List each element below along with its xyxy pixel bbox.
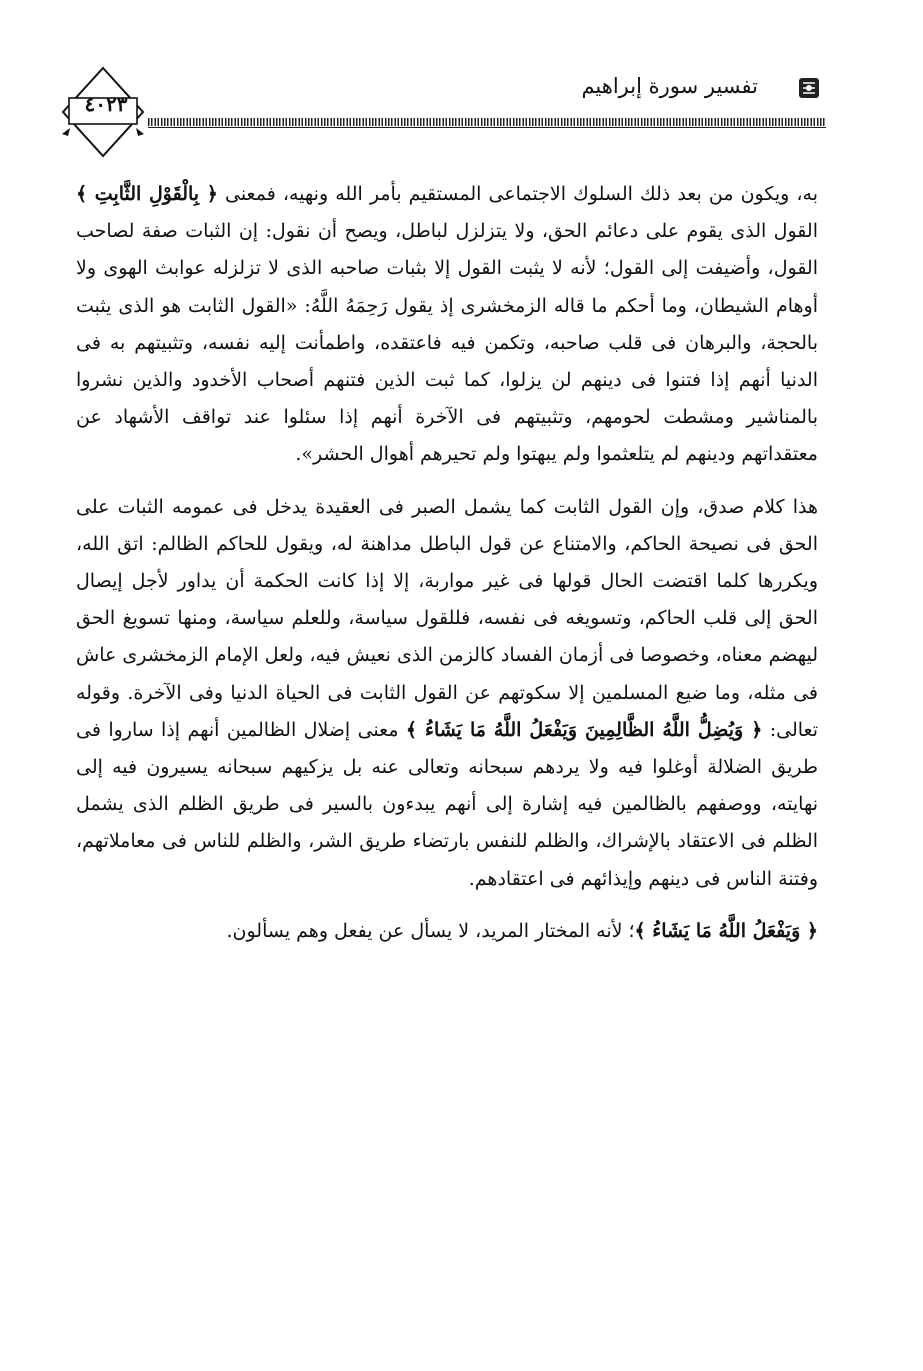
page-header [0,0,923,170]
paragraph [76,913,818,950]
running-title: تفسير سورة إبراهيم [581,74,758,98]
body-text [76,176,818,950]
header-rule [148,118,826,126]
text-run: به، ويكون من بعد ذلك السلوك الاجتماعى المستقيم بأمر الله ونهيه، فمعنى [217,183,818,205]
quran-quote: ﴿ وَيَفْعَلُ اللَّهُ مَا يَشَاءُ ﴾ [634,919,818,942]
paragraph [76,176,818,474]
paragraph [76,489,818,898]
page-number: ٤٠٢٣ [84,92,128,116]
header-rule-line [148,127,826,128]
text-run: معنى إضلال الظالمين أنهم إذا ساروا فى طريق الضلالة أوغلوا فيه ولا يردهم سبحانه وتعالى عنه بل يزكيهم سبحانه يسيرون فيه إلى نهايته، ووصفهم بالظالمين فيه إشارة إلى أنهم يبدءون بالسير فى طريق الظلم الذى يشمل الظلم فى الاعتقاد بالإشراك، والظلم للنفس بارتضاء طريق الشر، والظلم للناس فى معاملاتهم، وفتنة الناس فى دينهم وإيذائهم فى اعتقادهم. [76,718,818,890]
quran-quote: ﴿ بِالْقَوْلِ الثَّابِتِ ﴾ [76,183,218,205]
text-run: ؛ لأنه المختار المريد، لا يسأل عن يفعل وهم يسألون. [226,919,635,942]
text-run: القول الذى يقوم على دعائم الحق، ولا يتزلزل لباطل، ويصح أن نقول: إن الثبات صفة لصاحب القول، وأضيفت إلى القول؛ لأنه لا يثبت القول إلا بثبات صاحبه الذى لا تزلزله عوابث الهوى ولا أوهام الشيطان، وما أحكم ما قاله الزمخشرى إذ يقول رَحِمَهُ اللَّهُ: «القول الثابت هو الذى يثبت بالحجة، والبرهان فى قلب صاحبه، وتكمن فيه فاعتقده، واطمأنت إليه نفسه، وتثبيتهم به فى الدنيا أنهم إذا فتنوا فى دينهم لن يزلوا، كما ثبت الذين فتنهم أصحاب الأخدود والذين نشروا بالمناشير ومشطت لحومهم، وتثبيتهم فى الآخرة أنهم إذا سئلوا عند تواقف الأشهاد عن معتقداتهم ودينهم لم يتلعثموا ولم يبهتوا ولم تحيرهم أهوال الحشر». [76,220,818,466]
quran-quote: ﴿ وَيُضِلُّ اللَّهُ الظَّالِمِينَ وَيَفْعَلُ اللَّهُ مَا يَشَاءُ ﴾ [405,718,763,741]
text-run: هذا كلام صدق، وإن القول الثابت كما يشمل الصبر فى العقيدة يدخل فى عمومه الثبات على الحق فى نصيحة الحاكم، والامتناع عن قول الباطل مداهنة له، ويقول للحاكم الظالم: اتق الله، ويكررها كلما اقتضت الحال قولها فى غير مواربة، إلا إذا كانت الحكمة أن يداور لأجل إيصال الحق إلى قلب الحاكم، وتسويغه فى نفسه، فللقول سياسة، وللعلم سياسة، ومنها تسويغ الحق ليهضم معناه، وخصوصا فى أزمان الفساد كالزمن الذى نعيش فيه، ولعل الإمام الزمخشرى عاش فى مثله، وما ضيع المسلمين إلا سكوتهم عن القول الثابت فى الحياة الدنيا وفى الآخرة. وقوله تعالى: [76,495,819,741]
ornament-icon [797,76,821,100]
